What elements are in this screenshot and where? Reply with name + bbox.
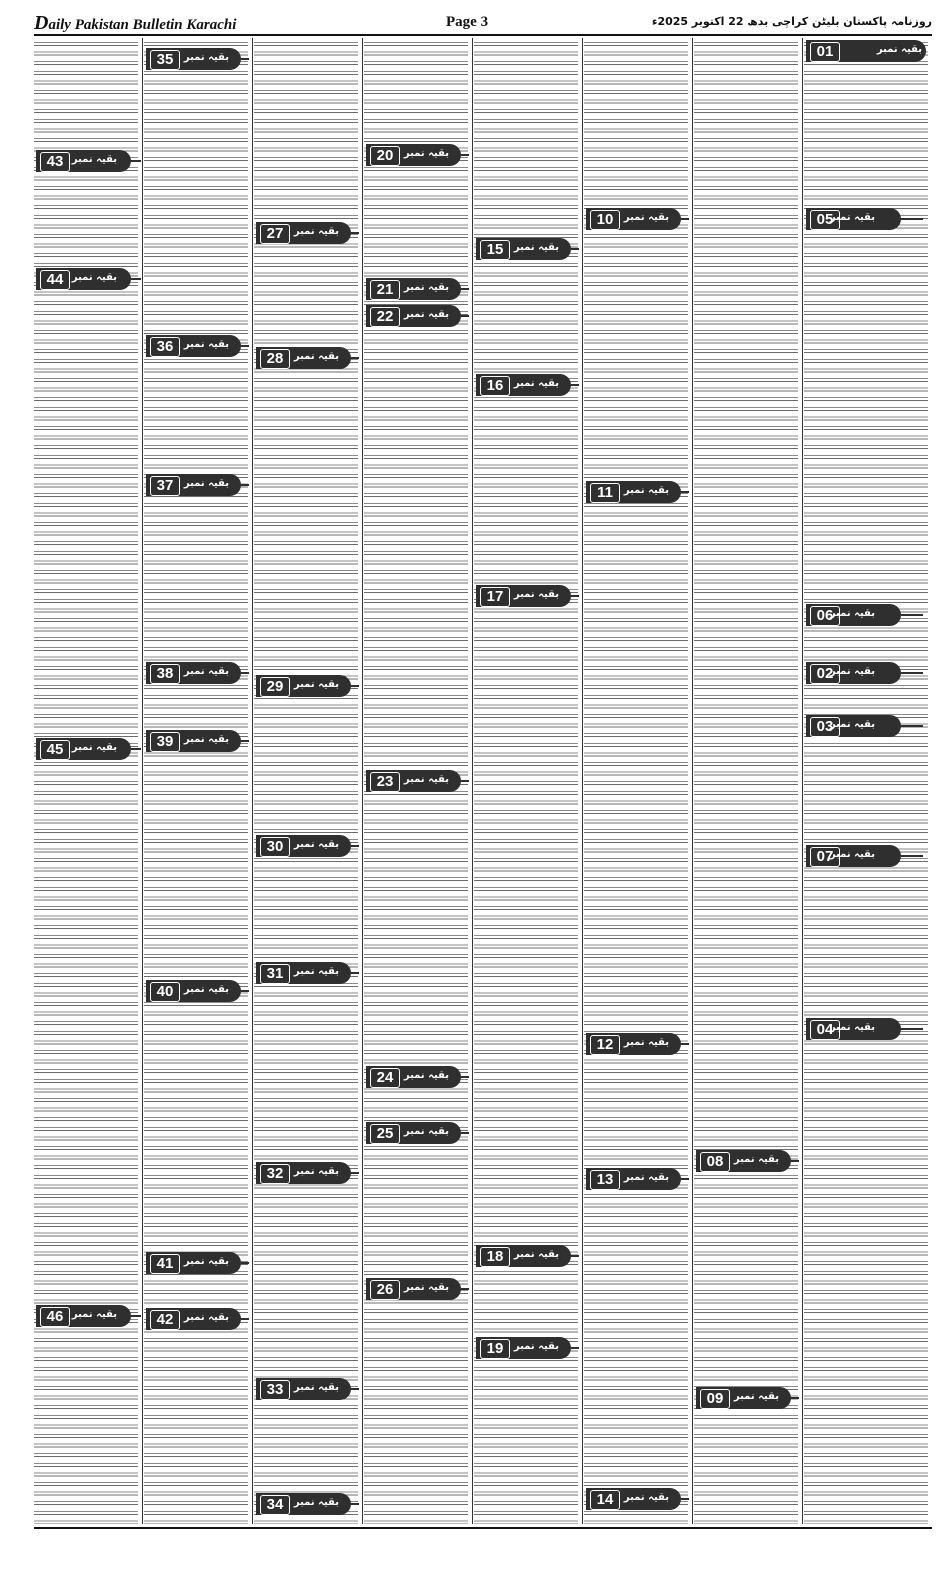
badge-arrow: [461, 154, 469, 156]
badge-number: 21: [370, 280, 400, 300]
badge-arrow: [901, 855, 923, 857]
badge-number: 45: [40, 740, 70, 760]
column-divider: [802, 38, 803, 1524]
badge-number: 15: [480, 240, 510, 260]
badge-arrow: [571, 595, 579, 597]
column-text-block: [694, 38, 798, 1524]
text-column: [474, 38, 578, 1524]
badge-label: بقیہ نمبر: [183, 666, 229, 677]
badge-number: 41: [150, 1254, 180, 1274]
badge-label: بقیہ نمبر: [829, 1022, 875, 1033]
badge-label: بقیہ نمبر: [183, 984, 229, 995]
badge-label: بقیہ نمبر: [513, 1249, 559, 1260]
column-text-block: [584, 38, 688, 1524]
badge-arrow: [131, 160, 141, 162]
badge-arrow: [131, 748, 141, 750]
badge-arrow: [571, 248, 579, 250]
badge-arrow: [681, 218, 689, 220]
badge-label: بقیہ نمبر: [876, 44, 922, 55]
badge-arrow: [241, 740, 249, 742]
badge-arrow: [351, 972, 359, 974]
badge-label: بقیہ نمبر: [293, 1497, 339, 1508]
badge-pill: [586, 481, 681, 503]
badge-label: بقیہ نمبر: [403, 309, 449, 320]
badge-arrow: [461, 288, 469, 290]
continuation-badge-08: [696, 1150, 799, 1172]
badge-arrow: [461, 315, 469, 317]
badge-number: 27: [260, 224, 290, 244]
badge-number: 07: [810, 847, 840, 867]
badge-label: بقیہ نمبر: [183, 734, 229, 745]
continuation-badge-31: [256, 962, 359, 984]
badge-label: بقیہ نمبر: [293, 351, 339, 362]
badge-pill: [696, 1150, 791, 1172]
continuation-badge-23: [366, 770, 469, 792]
badge-label: بقیہ نمبر: [403, 282, 449, 293]
badge-label: بقیہ نمبر: [71, 154, 117, 165]
badge-arrow: [351, 685, 359, 687]
badge-number: 04: [810, 1020, 840, 1040]
continuation-badge-24: [366, 1066, 469, 1088]
badge-number: 31: [260, 964, 290, 984]
column-text-block: [34, 38, 138, 1524]
column-text-block: [474, 38, 578, 1524]
badge-label: بقیہ نمبر: [183, 339, 229, 350]
badge-label: بقیہ نمبر: [829, 849, 875, 860]
badge-arrow: [351, 1388, 359, 1390]
badge-label: بقیہ نمبر: [623, 1037, 669, 1048]
paper-title: Daily Pakistan Bulletin Karachi: [34, 12, 237, 34]
badge-label: بقیہ نمبر: [71, 742, 117, 753]
badge-label: بقیہ نمبر: [623, 485, 669, 496]
badge-pill: [476, 374, 571, 396]
continuation-badge-35: [146, 48, 249, 70]
column-divider: [362, 38, 363, 1524]
continuation-badge-09: [696, 1387, 799, 1409]
badge-pill: [146, 662, 241, 684]
badge-pill: [806, 604, 901, 626]
badge-arrow: [571, 1347, 579, 1349]
badge-label: بقیہ نمبر: [293, 839, 339, 850]
badge-arrow: [461, 780, 469, 782]
continuation-badge-38: [146, 662, 249, 684]
badge-arrow: [131, 278, 141, 280]
text-column: [694, 38, 798, 1524]
badge-pill: [806, 208, 901, 230]
badge-label: بقیہ نمبر: [829, 719, 875, 730]
badge-arrow: [351, 232, 359, 234]
badge-label: بقیہ نمبر: [293, 226, 339, 237]
badge-number: 38: [150, 664, 180, 684]
badge-arrow: [901, 1028, 923, 1030]
badge-arrow: [901, 672, 923, 674]
badge-number: 29: [260, 677, 290, 697]
continuation-badge-45: [36, 738, 141, 760]
badge-pill: [806, 662, 901, 684]
continuation-badge-25: [366, 1122, 469, 1144]
badge-label: بقیہ نمبر: [71, 1309, 117, 1320]
masthead: [34, 12, 932, 34]
badge-pill: [36, 150, 131, 172]
badge-label: بقیہ نمبر: [513, 378, 559, 389]
badge-arrow: [681, 1043, 689, 1045]
badge-label: بقیہ نمبر: [733, 1391, 779, 1402]
badge-pill: [366, 1122, 461, 1144]
badge-arrow: [901, 725, 923, 727]
badge-arrow: [461, 1076, 469, 1078]
badge-pill: [256, 835, 351, 857]
badge-pill: [476, 585, 571, 607]
badge-arrow: [241, 345, 249, 347]
continuation-badge-20: [366, 144, 469, 166]
badge-label: بقیہ نمبر: [623, 1172, 669, 1183]
badge-pill: [256, 1378, 351, 1400]
continuation-badge-30: [256, 835, 359, 857]
badge-label: بقیہ نمبر: [183, 1312, 229, 1323]
badge-arrow: [241, 672, 249, 674]
continuation-badge-19: [476, 1337, 579, 1359]
badge-arrow: [461, 1132, 469, 1134]
badge-number: 14: [590, 1490, 620, 1510]
badge-label: بقیہ نمبر: [733, 1154, 779, 1165]
badge-number: 32: [260, 1164, 290, 1184]
badge-number: 24: [370, 1068, 400, 1088]
page-number: Page 3: [446, 14, 489, 30]
column-text-block: [254, 38, 358, 1524]
badge-pill: [476, 1337, 571, 1359]
continuation-badge-03: [806, 715, 923, 737]
badge-pill: [146, 1308, 241, 1330]
continuation-badge-29: [256, 675, 359, 697]
badge-pill: [366, 770, 461, 792]
continuation-badge-07: [806, 845, 923, 867]
continuation-badge-27: [256, 222, 359, 244]
badge-number: 06: [810, 606, 840, 626]
badge-number: 25: [370, 1124, 400, 1144]
badge-number: 44: [40, 270, 70, 290]
badge-number: 26: [370, 1280, 400, 1300]
badge-label: بقیہ نمبر: [293, 966, 339, 977]
badge-pill: [366, 305, 461, 327]
badge-label: بقیہ نمبر: [513, 242, 559, 253]
badge-number: 34: [260, 1495, 290, 1515]
badge-pill: [256, 347, 351, 369]
badge-label: بقیہ نمبر: [293, 1382, 339, 1393]
text-column: [34, 38, 138, 1524]
badge-pill: [256, 1493, 351, 1515]
badge-number: 22: [370, 307, 400, 327]
footer-rule: [34, 1527, 932, 1529]
column-divider: [252, 38, 253, 1524]
badge-pill: [366, 1278, 461, 1300]
badge-number: 30: [260, 837, 290, 857]
continuation-badge-14: [586, 1488, 689, 1510]
continuation-badge-01: [806, 40, 926, 62]
badge-pill: [806, 715, 901, 737]
badge-arrow: [241, 990, 249, 992]
badge-number: 39: [150, 732, 180, 752]
badge-pill: [36, 268, 131, 290]
badge-pill: [146, 730, 241, 752]
badge-pill: [146, 48, 241, 70]
badge-arrow: [351, 1503, 359, 1505]
badge-pill: [146, 980, 241, 1002]
badge-label: بقیہ نمبر: [293, 679, 339, 690]
badge-pill: [586, 1168, 681, 1190]
badge-number: 33: [260, 1380, 290, 1400]
badge-number: 46: [40, 1307, 70, 1327]
continuation-badge-13: [586, 1168, 689, 1190]
badge-pill: [36, 1305, 131, 1327]
column-text-block: [144, 38, 248, 1524]
badge-pill: [806, 845, 901, 867]
badge-number: 28: [260, 349, 290, 369]
column-text-block: [804, 38, 928, 1524]
badge-pill: [256, 1162, 351, 1184]
badge-number: 16: [480, 376, 510, 396]
badge-arrow: [351, 845, 359, 847]
badge-pill: [366, 1066, 461, 1088]
badge-arrow: [681, 1178, 689, 1180]
badge-number: 23: [370, 772, 400, 792]
badge-number: 18: [480, 1247, 510, 1267]
continuation-badge-17: [476, 585, 579, 607]
badge-label: بقیہ نمبر: [623, 212, 669, 223]
continuation-badge-12: [586, 1033, 689, 1055]
badge-pill: [586, 1033, 681, 1055]
badge-label: بقیہ نمبر: [183, 478, 229, 489]
badge-number: 01: [810, 42, 840, 62]
badge-pill: [366, 144, 461, 166]
badge-pill: [146, 335, 241, 357]
badge-arrow: [351, 1172, 359, 1174]
badge-number: 36: [150, 337, 180, 357]
continuation-badge-42: [146, 1308, 249, 1330]
badge-arrow: [901, 614, 923, 616]
badge-number: 35: [150, 50, 180, 70]
column-divider: [692, 38, 693, 1524]
continuation-badge-16: [476, 374, 579, 396]
continuation-badge-26: [366, 1278, 469, 1300]
badge-pill: [476, 238, 571, 260]
text-column: [584, 38, 688, 1524]
badge-label: بقیہ نمبر: [513, 1341, 559, 1352]
badge-arrow: [901, 218, 923, 220]
continuation-badge-21: [366, 278, 469, 300]
badge-number: 11: [590, 483, 620, 503]
badge-arrow: [571, 1255, 579, 1257]
badge-arrow: [241, 58, 249, 60]
badge-arrow: [241, 1262, 249, 1264]
badge-label: بقیہ نمبر: [403, 1282, 449, 1293]
continuation-badge-34: [256, 1493, 359, 1515]
text-column: [254, 38, 358, 1524]
badge-number: 17: [480, 587, 510, 607]
badge-pill: [146, 1252, 241, 1274]
column-divider: [582, 38, 583, 1524]
badge-number: 40: [150, 982, 180, 1002]
badge-arrow: [461, 1288, 469, 1290]
badge-label: بقیہ نمبر: [513, 589, 559, 600]
badge-pill: [586, 1488, 681, 1510]
badge-arrow: [241, 1318, 249, 1320]
badge-arrow: [131, 1315, 141, 1317]
column-divider: [472, 38, 473, 1524]
continuation-badge-40: [146, 980, 249, 1002]
badge-number: 02: [810, 664, 840, 684]
badge-label: بقیہ نمبر: [829, 666, 875, 677]
badge-pill: [806, 1018, 901, 1040]
badge-number: 08: [700, 1152, 730, 1172]
badge-label: بقیہ نمبر: [183, 52, 229, 63]
continuation-badge-37: [146, 474, 249, 496]
continuation-badge-04: [806, 1018, 923, 1040]
badge-label: بقیہ نمبر: [293, 1166, 339, 1177]
badge-pill: [256, 675, 351, 697]
continuation-badge-22: [366, 305, 469, 327]
badge-label: بقیہ نمبر: [403, 1070, 449, 1081]
badge-label: بقیہ نمبر: [183, 1256, 229, 1267]
badge-label: بقیہ نمبر: [403, 774, 449, 785]
badge-number: 05: [810, 210, 840, 230]
continuation-badge-02: [806, 662, 923, 684]
column-divider: [142, 38, 143, 1524]
badge-number: 20: [370, 146, 400, 166]
badge-pill: [806, 40, 926, 62]
date-line: روزنامہ پاکستان بلیٹن کراچی بدھ 22 اکتوبر 2025ء: [651, 15, 932, 28]
badge-label: بقیہ نمبر: [71, 272, 117, 283]
badge-pill: [476, 1245, 571, 1267]
badge-label: بقیہ نمبر: [403, 1126, 449, 1137]
text-column: [144, 38, 248, 1524]
continuation-badge-32: [256, 1162, 359, 1184]
continuation-badge-28: [256, 347, 359, 369]
badge-arrow: [791, 1160, 799, 1162]
badge-label: بقیہ نمبر: [623, 1492, 669, 1503]
badge-pill: [256, 962, 351, 984]
badge-pill: [146, 474, 241, 496]
continuation-badge-33: [256, 1378, 359, 1400]
continuation-badge-18: [476, 1245, 579, 1267]
badge-number: 03: [810, 717, 840, 737]
continuation-badge-05: [806, 208, 923, 230]
continuation-badge-15: [476, 238, 579, 260]
continuation-badge-41: [146, 1252, 249, 1274]
text-column: [804, 38, 928, 1524]
badge-pill: [696, 1387, 791, 1409]
continuation-badge-39: [146, 730, 249, 752]
badge-number: 37: [150, 476, 180, 496]
continuation-badge-06: [806, 604, 923, 626]
badge-arrow: [241, 484, 249, 486]
continuation-badge-43: [36, 150, 141, 172]
badge-label: بقیہ نمبر: [403, 148, 449, 159]
continuation-badge-36: [146, 335, 249, 357]
badge-pill: [586, 208, 681, 230]
continuation-badge-44: [36, 268, 141, 290]
continuation-badge-10: [586, 208, 689, 230]
badge-number: 43: [40, 152, 70, 172]
badge-arrow: [681, 491, 689, 493]
badge-arrow: [791, 1397, 799, 1399]
badge-label: بقیہ نمبر: [829, 212, 875, 223]
badge-number: 19: [480, 1339, 510, 1359]
badge-pill: [366, 278, 461, 300]
continuation-badge-11: [586, 481, 689, 503]
badge-pill: [256, 222, 351, 244]
continuation-badge-46: [36, 1305, 141, 1327]
badge-label: بقیہ نمبر: [829, 608, 875, 619]
badge-number: 13: [590, 1170, 620, 1190]
badge-arrow: [351, 357, 359, 359]
badge-number: 12: [590, 1035, 620, 1055]
badge-arrow: [571, 384, 579, 386]
badge-number: 42: [150, 1310, 180, 1330]
header-rule: [34, 34, 932, 36]
badge-arrow: [681, 1498, 689, 1500]
badge-pill: [36, 738, 131, 760]
badge-number: 09: [700, 1389, 730, 1409]
badge-number: 10: [590, 210, 620, 230]
